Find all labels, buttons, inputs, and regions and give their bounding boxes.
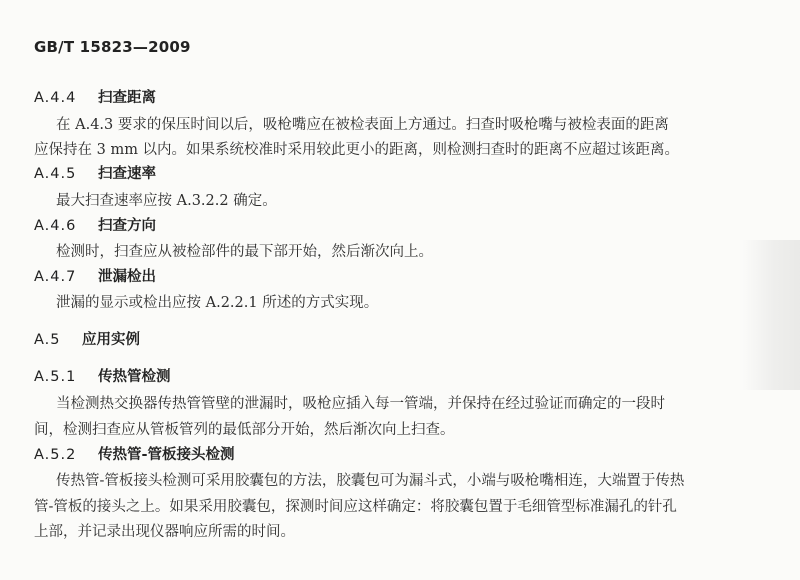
heading-a47 [34, 265, 156, 286]
heading-title: 泄漏检出 [98, 269, 156, 285]
heading-a45 [34, 162, 156, 183]
paragraph-line: 检测时，扫查应从被检部件的最下部开始，然后渐次向上。 [56, 244, 433, 260]
heading-title: 扫查速率 [98, 166, 156, 182]
heading-number: A.5.2 [34, 447, 77, 463]
heading-title: 传热管检测 [98, 369, 171, 385]
heading-a5 [34, 328, 140, 349]
heading-a51 [34, 365, 171, 386]
heading-a46 [34, 214, 156, 235]
paragraph-line: 应保持在 3 mm 以内。如果系统校准时采用较此更小的距离，则检测扫查时的距离不应超过该距离。 [34, 142, 680, 158]
paragraph-line: 管-管板的接头之上。如果采用胶囊包，探测时间应这样确定：将胶囊包置于毛细管型标准漏孔的针孔 [34, 499, 677, 515]
standard-id: GB/T 15823—2009 [34, 38, 191, 56]
heading-title: 扫查方向 [98, 218, 156, 234]
heading-number: A.4.6 [34, 218, 77, 234]
heading-number: A.4.5 [34, 166, 77, 182]
paragraph-line: 最大扫查速率应按 A.3.2.2 确定。 [56, 193, 277, 209]
heading-a52 [34, 443, 235, 464]
paragraph-line: 传热管-管板接头检测可采用胶囊包的方法，胶囊包可为漏斗式，小端与吸枪嘴相连，大端置于传热 [56, 473, 685, 489]
paragraph-line: 上部，并记录出现仪器响应所需的时间。 [34, 524, 295, 540]
heading-number: A.5.1 [34, 369, 77, 385]
heading-title: 扫查距离 [98, 90, 156, 106]
paragraph-line: 当检测热交换器传热管管壁的泄漏时，吸枪应插入每一管端，并保持在经过验证而确定的一段时 [56, 396, 665, 412]
heading-number: A.4.4 [34, 90, 77, 106]
heading-title: 应用实例 [82, 332, 140, 348]
paragraph-line: 泄漏的显示或检出应按 A.2.2.1 所述的方式实现。 [56, 295, 379, 311]
scan-shadow [742, 240, 800, 390]
heading-number: A.4.7 [34, 269, 77, 285]
heading-a44 [34, 86, 156, 107]
heading-title: 传热管-管板接头检测 [98, 447, 235, 463]
heading-number: A.5 [34, 332, 61, 348]
paragraph-line: 间，检测扫查应从管板管列的最低部分开始，然后渐次向上扫查。 [34, 422, 455, 438]
paragraph-line: 在 A.4.3 要求的保压时间以后，吸枪嘴应在被检表面上方通过。扫查时吸枪嘴与被检表面的距离 [56, 117, 669, 133]
